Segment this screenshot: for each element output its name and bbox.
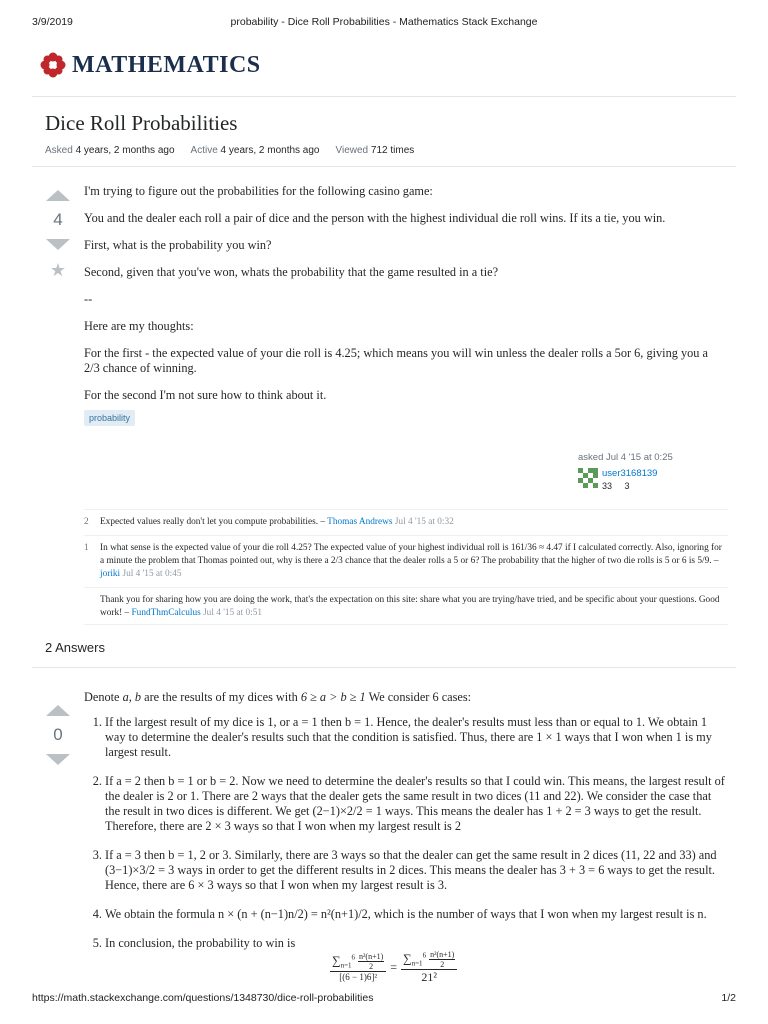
site-name[interactable]: MATHEMATICS (72, 51, 261, 78)
asked-timestamp: asked Jul 4 '15 at 0:25 (578, 452, 673, 463)
answer-case-item: 1. If the largest result of my dice is 1, or a = 1 then b = 1. Hence, the dealer's results must less than or equal to 1. We obtain 1 way to determine the dealer's results such that the condition is satisfied. Thus, there are 1 × 1 ways that I won when 1 is my largest result. (105, 715, 726, 760)
probability-formula: $\sum_{n=1}^6$ $\frac{\text{n²(n+1)}}{2}$ [(6 − 1)6]² = $\sum_{n=1}^6$ $\frac{\text{n²(n+1)}}{2}$ 21² (330, 948, 457, 986)
badge-count: 3 (624, 481, 630, 491)
answer-vote-count: 0 (53, 725, 63, 744)
meta-divider (32, 166, 736, 167)
downvote-arrow-icon[interactable] (46, 239, 70, 250)
question-paragraph: I'm trying to figure out the probabilities for the following casino game: (84, 184, 433, 198)
math-vars: a, b (122, 690, 142, 704)
site-header[interactable] (40, 50, 261, 80)
upvote-arrow-icon[interactable] (46, 705, 70, 716)
answers-count-header: 2 Answers (45, 640, 105, 655)
question-paragraph: First, what is the probability you win? (84, 238, 272, 252)
math-case-count: 6 (432, 690, 439, 704)
question-title[interactable]: Dice Roll Probabilities (45, 111, 238, 135)
question-paragraph: For the second I'm not sure how to think about it. (84, 388, 327, 402)
question-paragraph: -- (84, 292, 93, 306)
print-url[interactable]: https://math.stackexchange.com/questions/1348730/dice-roll-probabilities (32, 992, 374, 1004)
favorite-star-icon[interactable]: ★ (49, 260, 67, 280)
comment-text: In what sense is the expected value of your die roll 4.25? The expected value of your highest individual roll is 161/36 ≈ 4.47 if I calculated correctly. Also, ignoring for a minute the problem that Thomas pointed out, why is there a 2/3 chance that the dealer rolls a 5 or 6? The probability that the higher of two die rolls is 5 or 6 is 5/9. – (100, 543, 722, 566)
print-header (32, 16, 736, 30)
answer-case-list (84, 715, 726, 951)
comment (84, 587, 728, 626)
user-avatar[interactable] (578, 468, 598, 488)
active-meta: Active 4 years, 2 months ago (190, 145, 320, 156)
comment-author-link[interactable]: Thomas Andrews (327, 517, 393, 527)
answer-case-item: 3. If a = 3 then b = 1, 2 or 3. Similarly, there are 3 ways so that the dealer can get the same result in 2 dices (11, 22 and 33) and (3−1)×3/2 = 3 ways in order to get the different results in 2 dices. This means the dealer has 3 + 3 = 6 ways to get the result. Hence, there are 6 × 3 ways so that I won when my largest result is 3. (105, 848, 726, 893)
upvote-arrow-icon[interactable] (46, 190, 70, 201)
print-footer (32, 992, 736, 1006)
comment-date[interactable]: Jul 4 '15 at 0:45 (122, 569, 182, 579)
print-page-number: 1/2 (721, 992, 736, 1004)
question-paragraph: Second, given that you've won, whats the probability that the game resulted in a tie? (84, 265, 499, 279)
print-document-title: probability - Dice Roll Probabilities - Mathematics Stack Exchange (230, 16, 538, 28)
comment-text: Thank you for sharing how you are doing the work, that's the expectation on this site: share what you are trying/have tried, and be specific about your questions. Good work! – (100, 595, 720, 618)
answer-body (84, 690, 726, 965)
user-name-link[interactable]: user3168139 (602, 468, 658, 479)
question-paragraph: You and the dealer each roll a pair of dice and the person with the highest individual die roll wins. If its a tie, you win. (84, 211, 666, 225)
answers-divider (32, 667, 736, 668)
downvote-arrow-icon[interactable] (46, 754, 70, 765)
comment-author-link[interactable]: FundThmCalculus (131, 608, 201, 618)
reputation-score: 33 (602, 481, 613, 491)
asked-meta: Asked 4 years, 2 months ago (45, 145, 175, 156)
question-paragraph: For the first - the expected value of your die roll is 4.25; which means you will win unless the dealer rolls a 5or 6, giving you a 2/3 chance of winning. (84, 346, 708, 375)
question-vote-column (40, 190, 76, 281)
comment-text: Expected values really don't let you compute probabilities. – (100, 517, 325, 527)
answer-case-item: 2. If a = 2 then b = 1 or b = 2. Now we need to determine the dealer's results so that I could win. This means, the largest result of the dealer is 2 or 1. There are 2 ways that the dealer gets the same result in two dices (11 and 22). We consider the case that the result in two dices is different. We get (2−1)×2/2 = 1 ways. This means the dealer has 1 + 2 = 3 ways to get the result. Therefore, there are 2 × 3 ways so that I won when my largest result is 2 (105, 774, 726, 834)
comment (84, 535, 728, 587)
comments-divider (84, 624, 728, 625)
comment-score: 1 (84, 543, 89, 553)
tag-probability[interactable]: probability (84, 410, 135, 426)
comment (84, 509, 728, 535)
answer-intro: Denote a, b are the results of my dices with 6 ≥ a > b ≥ 1 We consider 6 cases: (84, 690, 472, 704)
comment-author-link[interactable]: joriki (100, 569, 121, 579)
header-divider (32, 96, 736, 97)
question-vote-count: 4 (53, 210, 63, 229)
answer-vote-column (40, 705, 76, 765)
viewed-meta: Viewed 712 times (335, 145, 415, 156)
answer-case-item: 4. We obtain the formula n × (n + (n−1)n/2) = n²(n+1)/2, which is the number of ways that I won when my largest result is n. (105, 907, 726, 922)
question-body (84, 184, 720, 415)
answer-case-item: 5. In conclusion, the probability to win is (105, 936, 726, 951)
question-paragraph: Here are my thoughts: (84, 319, 194, 333)
asker-user-card (578, 452, 728, 491)
comment-score: 2 (84, 517, 89, 527)
comment-date[interactable]: Jul 4 '15 at 0:51 (203, 608, 263, 618)
comment-date[interactable]: Jul 4 '15 at 0:32 (394, 517, 454, 527)
flower-logo-icon (40, 52, 66, 78)
math-condition: 6 ≥ a > b ≥ 1 (300, 690, 366, 704)
question-meta (45, 145, 414, 156)
comment-list (84, 509, 728, 626)
print-date: 3/9/2019 (32, 16, 73, 28)
user-reputation (602, 481, 657, 491)
